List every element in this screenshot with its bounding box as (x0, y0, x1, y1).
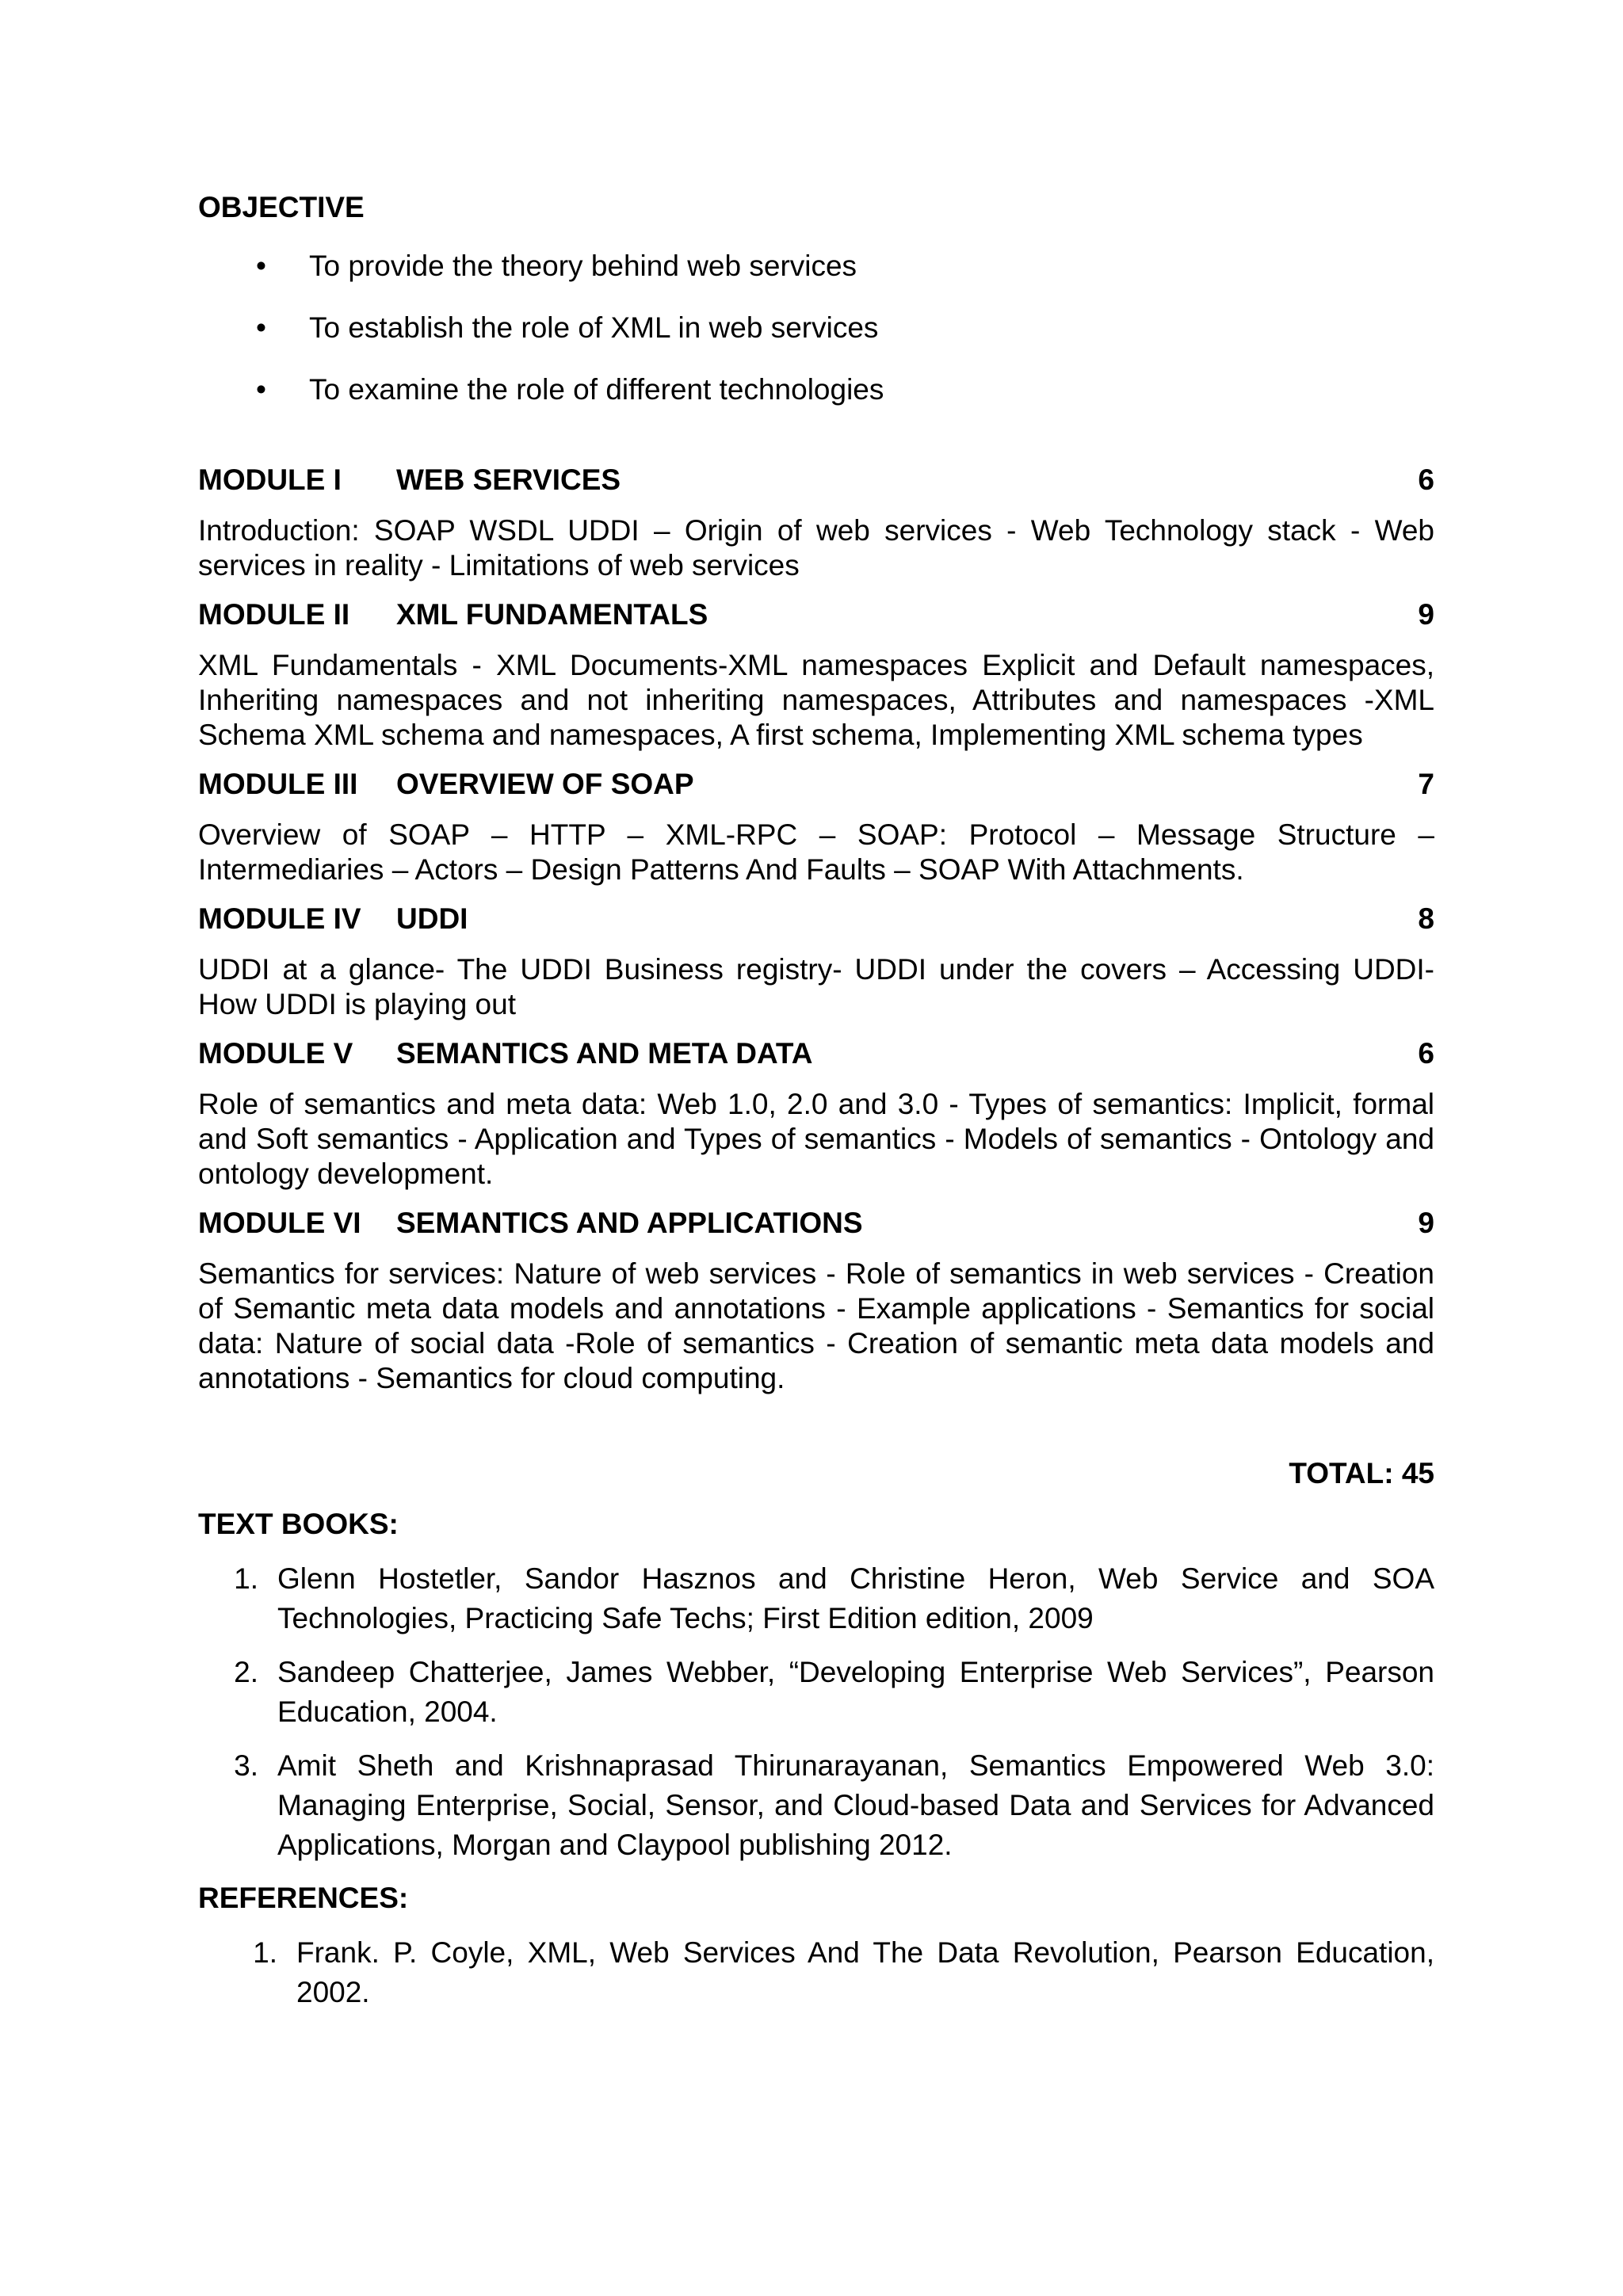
bullet-icon: • (256, 250, 266, 282)
objective-item (256, 372, 1434, 407)
module-number: MODULE III (198, 768, 358, 800)
objective-item (256, 311, 1434, 345)
module-body: UDDI at a glance- The UDDI Business registry- UDDI under the covers – Accessing UDDI- How UDDI is playing out (198, 953, 1434, 1020)
objective-section (198, 190, 1434, 407)
references-heading: REFERENCES: (198, 1882, 409, 1914)
module-hours: 9 (1418, 598, 1434, 631)
module-title: SEMANTICS AND META DATA (396, 1037, 813, 1070)
objective-list (198, 249, 1434, 407)
bullet-icon: • (256, 373, 266, 406)
module-body: Semantics for services: Nature of web services - Role of semantics in web services - Creation of Semantic meta data models and annotations - Example applications - Semantics for social data: Nature of social data -Role of semantics - Creation of semantic meta data models and annotations - Semantics for cloud computing. (198, 1257, 1434, 1394)
list-item-number: 1. (234, 1562, 258, 1595)
module-body: XML Fundamentals - XML Documents-XML namespaces Explicit and Default namespaces, Inheriting namespaces and not inheriting namespaces, Attributes and namespaces -XML Schema XML schema and namespaces, A first schema, Implementing XML schema types (198, 649, 1434, 751)
module-number: MODULE VI (198, 1207, 361, 1239)
module-4 (198, 902, 1434, 1022)
list-item-text: Glenn Hostetler, Sandor Hasznos and Christine Heron, Web Service and SOA Technologies, Practicing Safe Techs; First Edition edition, 2009 (277, 1562, 1434, 1634)
list-item (198, 1559, 1434, 1638)
list-item (198, 1653, 1434, 1732)
module-title: XML FUNDAMENTALS (396, 598, 708, 631)
references-section (198, 1881, 1434, 2012)
module-number: MODULE IV (198, 902, 361, 935)
text-books-section (198, 1507, 1434, 1865)
module-body: Overview of SOAP – HTTP – XML-RPC – SOAP: Protocol – Message Structure – Intermediaries – Actors – Design Patterns And Faults – SOAP With Attachments. (198, 818, 1434, 886)
list-item (198, 1746, 1434, 1865)
list-item-number: 2. (234, 1656, 258, 1688)
module-header (198, 767, 1434, 802)
module-header (198, 597, 1434, 632)
module-hours: 6 (1418, 463, 1434, 496)
module-header (198, 463, 1434, 498)
total-hours: TOTAL: 45 (1289, 1457, 1434, 1489)
module-hours: 7 (1418, 768, 1434, 800)
module-number: MODULE V (198, 1037, 353, 1070)
module-hours: 6 (1418, 1037, 1434, 1070)
text-books-heading: TEXT BOOKS: (198, 1508, 399, 1540)
module-5 (198, 1036, 1434, 1192)
module-body: Role of semantics and meta data: Web 1.0, 2.0 and 3.0 - Types of semantics: Implicit, formal and Soft semantics - Application and Types of semantics - Models of semantics - Ontology and ontology development. (198, 1088, 1434, 1190)
objective-heading: OBJECTIVE (198, 191, 365, 223)
module-number: MODULE II (198, 598, 350, 631)
module-hours: 8 (1418, 902, 1434, 935)
objective-item-text: To provide the theory behind web services (309, 250, 857, 282)
module-header (198, 1206, 1434, 1241)
list-item-text: Amit Sheth and Krishnaprasad Thirunarayanan, Semantics Empowered Web 3.0: Managing Enterprise, Social, Sensor, and Cloud-based Data and Services for Advanced Applications, Morgan and Claypool publishing 2012. (277, 1749, 1434, 1861)
bullet-icon: • (256, 311, 266, 344)
references-list (198, 1933, 1434, 2012)
module-1 (198, 463, 1434, 583)
list-item (198, 1933, 1434, 2012)
module-title: WEB SERVICES (396, 463, 621, 496)
list-item-text: Frank. P. Coyle, XML, Web Services And The Data Revolution, Pearson Education, 2002. (296, 1936, 1434, 2008)
list-item-number: 3. (234, 1749, 258, 1782)
list-item-number: 1. (253, 1936, 277, 1969)
syllabus-page (198, 190, 1434, 2027)
module-2 (198, 597, 1434, 753)
module-3 (198, 767, 1434, 887)
module-title: OVERVIEW OF SOAP (396, 768, 694, 800)
modules-section (198, 463, 1434, 1396)
module-number: MODULE I (198, 463, 342, 496)
module-title: SEMANTICS AND APPLICATIONS (396, 1207, 863, 1239)
objective-item (256, 249, 1434, 284)
module-body: Introduction: SOAP WSDL UDDI – Origin of web services - Web Technology stack - Web services in reality - Limitations of web services (198, 514, 1434, 582)
objective-item-text: To examine the role of different technologies (309, 373, 884, 406)
module-header (198, 902, 1434, 936)
module-header (198, 1036, 1434, 1071)
module-6 (198, 1206, 1434, 1396)
objective-item-text: To establish the role of XML in web services (309, 311, 879, 344)
module-hours: 9 (1418, 1207, 1434, 1239)
text-books-list (198, 1559, 1434, 1865)
list-item-text: Sandeep Chatterjee, James Webber, “Developing Enterprise Web Services”, Pearson Education, 2004. (277, 1656, 1434, 1728)
module-title: UDDI (396, 902, 468, 935)
